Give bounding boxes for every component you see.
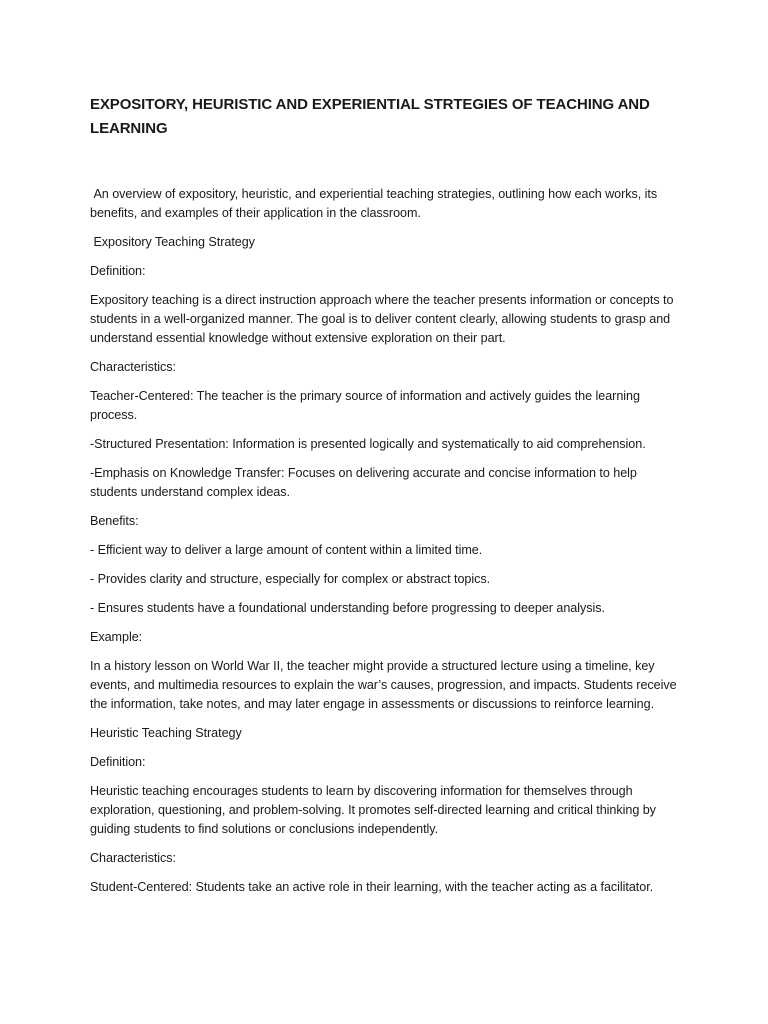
expository-definition-text: Expository teaching is a direct instruction approach where the teacher presents information or concepts to students in a well-organized manner. The goal is to deliver content clearly, allowing students to grasp and understand essential knowledge without extensive exploration on their part. xyxy=(90,293,674,345)
characteristics-label: Characteristics: xyxy=(90,360,176,374)
characteristic-item: -Structured Presentation: Information is presented logically and systematically to aid comprehension. xyxy=(90,437,646,451)
example-label: Example: xyxy=(90,630,143,644)
intro-paragraph: An overview of expository, heuristic, and experiential teaching strategies, outlining how each works, its benefits, and examples of their application in the classroom. xyxy=(90,187,661,220)
section-heading-heuristic: Heuristic Teaching Strategy xyxy=(90,726,242,740)
definition-label: Definition: xyxy=(90,755,146,769)
document-page xyxy=(90,93,680,907)
section-heading-expository: Expository Teaching Strategy xyxy=(90,235,255,249)
benefits-label: Benefits: xyxy=(90,514,139,528)
characteristics-label: Characteristics: xyxy=(90,851,176,865)
benefit-item: - Efficient way to deliver a large amount of content within a limited time. xyxy=(90,543,483,557)
example-text: In a history lesson on World War II, the teacher might provide a structured lecture using a timeline, key events, and multimedia resources to explain the war’s causes, progression, and impacts. Students receive the information, take notes, and may later engage in assessments or discussions to reinforce learning. xyxy=(90,659,677,711)
benefit-item: - Ensures students have a foundational understanding before progressing to deeper analysis. xyxy=(90,601,605,615)
heuristic-definition-text: Heuristic teaching encourages students to learn by discovering information for themselves through exploration, questioning, and problem-solving. It promotes self-directed learning and critical thinking by guiding students to find solutions or conclusions independently. xyxy=(90,784,656,836)
definition-label: Definition: xyxy=(90,264,146,278)
characteristic-item: Teacher-Centered: The teacher is the primary source of information and actively guides the learning process. xyxy=(90,389,640,422)
document-title: EXPOSITORY, HEURISTIC AND EXPERIENTIAL STRTEGIES OF TEACHING AND LEARNING xyxy=(90,96,650,137)
characteristic-item: Student-Centered: Students take an active role in their learning, with the teacher acting as a facilitator. xyxy=(90,880,654,894)
benefit-item: - Provides clarity and structure, especially for complex or abstract topics. xyxy=(90,572,491,586)
characteristic-item: -Emphasis on Knowledge Transfer: Focuses on delivering accurate and concise information to help students understand complex ideas. xyxy=(90,466,637,499)
